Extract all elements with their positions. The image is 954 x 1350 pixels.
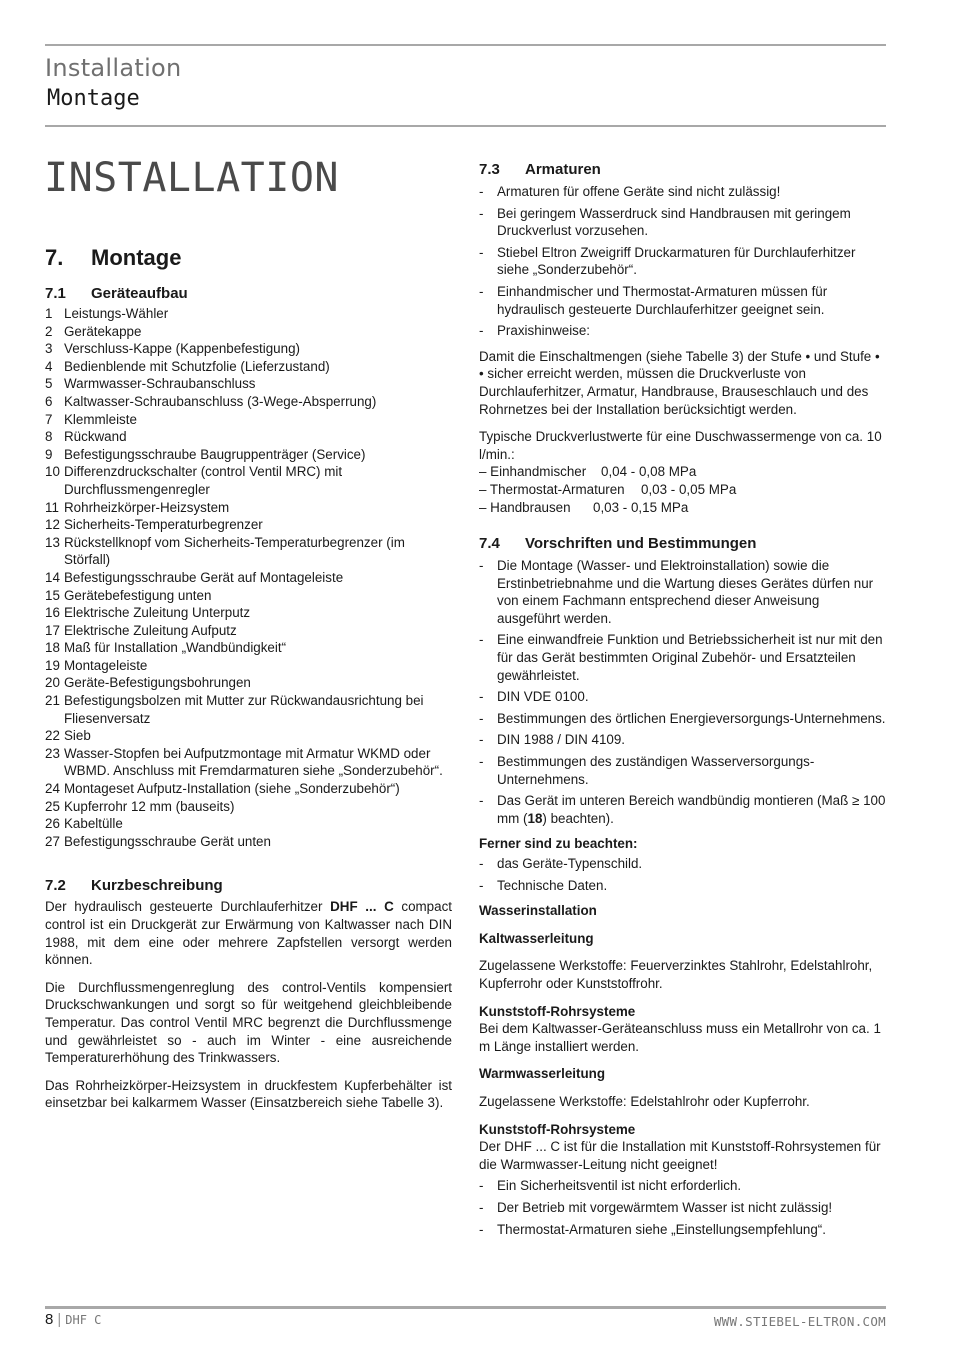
armaturen-paragraph-1: Damit die Einschaltmengen (siehe Tabelle 3) der Stufe • und Stufe • • sicher erreicht werden, müssen die Druckverluste von Durchlauferhitzer, Armatur, Handbrause, Brauseschlauch und des Rohrnetzes bei der Installation berücksichtigt werden. — [479, 348, 880, 417]
list-item-text: Bei geringem Wasserdruck sind Handbrausen mit geringem Druckverlust vorzusehen. — [497, 205, 851, 239]
item-text: Montageset Aufputz-Installation (siehe „Sonderzubehör“) — [64, 781, 400, 797]
final-list — [479, 1177, 886, 1238]
text-run: compact control ist ein Druckgerät zur Erwärmung von Kaltwasser nach DIN 1988, mit dem eine oder mehrere Zapfstellen versorgt werden können. — [45, 899, 452, 968]
list-item-text: Thermostat-Armaturen siehe „Einstellungsempfehlung“. — [497, 1221, 826, 1237]
item-number: 16 — [45, 605, 60, 621]
list-item — [45, 622, 452, 640]
dash: - — [479, 323, 484, 339]
item-number: 3 — [45, 341, 53, 357]
item-text: Gerätebefestigung unten — [64, 587, 212, 603]
item-number: 4 — [45, 358, 53, 374]
ferner-list — [479, 855, 886, 894]
armaturen-paragraph-2: Typische Druckverlustwerte für eine Duschwassermenge von ca. 10 l/min.: — [479, 429, 882, 462]
item-text: Befestigungsschraube Baugruppenträger (Service) — [64, 446, 366, 462]
item-text: Kaltwasser-Schraubanschluss (3-Wege-Absperrung) — [64, 393, 377, 409]
section-7-3-heading — [479, 160, 886, 180]
item-number: 11 — [45, 499, 59, 515]
warmwasser-paragraph: Zugelassene Werkstoffe: Edelstahlrohr oder Kupferrohr. — [479, 1093, 810, 1109]
item-number: 18 — [45, 640, 60, 656]
item-number: 15 — [45, 587, 60, 603]
list-item — [479, 322, 886, 340]
reference-number: 18 — [527, 810, 543, 826]
kaltwasser-paragraph: Zugelassene Werkstoffe: Feuerverzinktes Stahlrohr, Edelstahlrohr, Kupferrohr oder Kunststoffrohr. — [479, 958, 873, 991]
list-item — [45, 358, 452, 376]
section-title: Kurzbeschreibung — [91, 877, 223, 895]
pressure-row — [479, 499, 886, 517]
list-item-text: Stiebel Eltron Zweigriff Druckarmaturen für Durchlauferhitzer siehe „Sonderzubehör“. — [497, 244, 856, 278]
section-number: 7.4 — [479, 535, 500, 553]
item-number: 20 — [45, 675, 60, 691]
footer-separator: | — [57, 1311, 62, 1328]
item-text: Kupferrohr 12 mm (bauseits) — [64, 798, 235, 814]
ferner-label: Ferner sind zu beachten: — [479, 836, 638, 852]
list-item — [45, 569, 452, 587]
item-number: 12 — [45, 517, 60, 533]
list-item — [45, 833, 452, 851]
list-item-text: Der Betrieb mit vorgewärmtem Wasser ist nicht zulässig! — [497, 1199, 833, 1215]
list-item — [45, 674, 452, 692]
item-number: 24 — [45, 781, 60, 797]
text-run: Das Gerät im unteren Bereich wandbündig montieren (Maß ≥ 100 mm ( — [497, 793, 886, 826]
dash: - — [479, 710, 484, 726]
list-item-text: Die Montage (Wasser- und Elektroinstallation) sowie die Erstinbetriebnahme und die Wartung dieses Gerätes dürfen nur von einem Fachmann entsprechend dieser Anweisung ausgeführt werden. — [497, 558, 874, 626]
model-name: DHF ... C — [330, 899, 394, 915]
item-number: 21 — [45, 693, 60, 709]
item-number: 13 — [45, 534, 60, 550]
list-item-text: DIN VDE 0100. — [497, 689, 589, 705]
dash: - — [479, 732, 484, 748]
list-item — [479, 1221, 886, 1239]
list-item — [45, 516, 452, 534]
list-item — [479, 688, 886, 706]
section-title: Montage — [91, 245, 182, 270]
armaturen-list — [479, 183, 886, 340]
list-item — [45, 340, 452, 358]
item-text: Leistungs-Wähler — [64, 306, 169, 321]
dash: - — [479, 558, 484, 574]
footer-page-info — [45, 1311, 101, 1328]
right-column — [479, 160, 886, 1246]
item-text: Gerätekappe — [64, 323, 142, 339]
list-item — [45, 463, 452, 498]
pressure-value: 0,03 - 0,05 MPa — [641, 481, 737, 497]
list-item — [479, 183, 886, 201]
item-text: Maß für Installation „Wandbündigkeit“ — [64, 640, 287, 656]
left-column — [45, 244, 452, 1122]
list-item-text: Technische Daten. — [497, 877, 608, 893]
dash: - — [479, 1178, 484, 1194]
parts-list — [45, 305, 452, 850]
dash: - — [479, 689, 484, 705]
list-item — [45, 639, 452, 657]
item-text: Klemmleiste — [64, 411, 137, 427]
item-text: Montageleiste — [64, 657, 148, 673]
list-item — [479, 1177, 886, 1195]
list-item — [45, 375, 452, 393]
footer-url: WWW.STIEBEL-ELTRON.COM — [713, 1314, 886, 1329]
list-item — [45, 428, 452, 446]
dash: - — [479, 754, 484, 770]
list-item-text: Bestimmungen des örtlichen Energieversorgungs-Unternehmens. — [497, 710, 886, 726]
description-paragraph-1 — [45, 898, 452, 968]
item-number: 8 — [45, 429, 53, 445]
list-item — [45, 499, 452, 517]
item-text: Elektrische Zuleitung Unterputz — [64, 605, 251, 621]
pressure-label: – Einhandmischer — [479, 464, 587, 480]
section-number: 7.2 — [45, 877, 66, 895]
item-number: 6 — [45, 393, 53, 409]
section-number: 7. — [45, 245, 64, 270]
section-7-heading — [45, 244, 452, 272]
dash: - — [479, 856, 484, 871]
page-title: INSTALLATION — [44, 155, 339, 201]
dash: - — [479, 632, 484, 648]
list-item — [45, 393, 452, 411]
item-number: 19 — [45, 657, 60, 673]
section-title: Vorschriften und Bestimmungen — [525, 535, 757, 553]
list-item — [45, 727, 452, 745]
list-item-text: DIN 1988 / DIN 4109. — [497, 732, 626, 748]
item-number: 10 — [45, 464, 60, 480]
footer-rule — [45, 1306, 886, 1309]
list-item — [45, 692, 452, 727]
section-number: 7.1 — [45, 285, 66, 302]
item-number: 26 — [45, 816, 60, 832]
list-item — [45, 446, 452, 464]
list-item-text: Einhandmischer und Thermostat-Armaturen müssen für hydraulisch gesteuerte Durchlauferhitzer geeignet sein. — [497, 283, 828, 317]
list-item — [479, 855, 886, 873]
section-number: 7.3 — [479, 161, 500, 178]
list-item — [45, 305, 452, 323]
pressure-label: – Thermostat-Armaturen — [479, 481, 625, 497]
item-text: Elektrische Zuleitung Aufputz — [64, 622, 237, 638]
list-item — [45, 745, 452, 780]
item-number: 2 — [45, 323, 53, 339]
list-item — [45, 411, 452, 429]
item-number: 25 — [45, 798, 60, 814]
kunststoff-paragraph-2: Der DHF ... C ist für die Installation mit Kunststoff-Rohrsystemen für die Warmwasser-Leitung nicht geeignet! — [479, 1139, 881, 1172]
list-item — [45, 780, 452, 798]
item-number: 7 — [45, 411, 53, 427]
pressure-value: 0,03 - 0,15 MPa — [593, 499, 689, 515]
dash: - — [479, 1221, 484, 1237]
section-title: Armaturen — [525, 161, 601, 178]
list-item — [45, 798, 452, 816]
text-run: Der hydraulisch gesteuerte Durchlauferhitzer — [45, 899, 331, 915]
item-text: Befestigungsschraube Gerät auf Montageleiste — [64, 569, 344, 585]
page-number: 8 — [45, 1311, 54, 1328]
item-text: Kabeltülle — [64, 816, 123, 832]
kaltwasserleitung-label: Kaltwasserleitung — [479, 930, 594, 946]
section-7-2-heading — [45, 876, 452, 896]
dash: - — [479, 184, 484, 199]
list-item — [479, 631, 886, 684]
header-rule — [45, 125, 886, 127]
list-item — [45, 815, 452, 833]
item-text: Warmwasser-Schraubanschluss — [64, 376, 256, 392]
wasserinstallation-label: Wasserinstallation — [479, 903, 597, 919]
section-7-1-heading — [45, 284, 452, 304]
list-item-text: Ein Sicherheitsventil ist nicht erforderlich. — [497, 1178, 742, 1194]
list-item — [45, 323, 452, 341]
list-item — [479, 710, 886, 728]
dash: - — [479, 244, 484, 260]
kunststoff-label-2: Kunststoff-Rohrsysteme — [479, 1121, 636, 1137]
description-paragraph-3: Das Rohrheizkörper-Heizsystem in druckfestem Kupferbehälter ist einsetzbar bei kalkarmem Wasser (Einsatzbereich siehe Tabelle 3). — [45, 1077, 452, 1111]
list-item — [479, 1199, 886, 1217]
item-text: Befestigungsschraube Gerät unten — [64, 833, 271, 849]
pressure-value: 0,04 - 0,08 MPa — [601, 464, 697, 480]
item-text: Befestigungsbolzen mit Mutter zur Rückwandausrichtung bei Fliesenversatz — [64, 693, 424, 726]
list-item — [479, 244, 886, 279]
list-item-text: das Geräte-Typenschild. — [497, 856, 643, 871]
item-text: Bedienblende mit Schutzfolie (Lieferzustand) — [64, 358, 330, 374]
section-title: Geräteaufbau — [91, 285, 188, 302]
item-text: Verschluss-Kappe (Kappenbefestigung) — [64, 341, 300, 357]
list-item — [479, 557, 886, 627]
spacer — [45, 850, 452, 868]
list-item — [45, 534, 452, 569]
item-number: 23 — [45, 745, 60, 761]
item-text: Sieb — [64, 728, 91, 744]
dash: - — [479, 283, 484, 299]
regulations-list — [479, 557, 886, 788]
dash: - — [479, 205, 484, 221]
item-text: Rückwand — [64, 429, 127, 445]
item-number: 17 — [45, 622, 60, 638]
item-text: Rohrheizkörper-Heizsystem — [64, 499, 230, 515]
top-rule — [45, 44, 886, 46]
item-text: Geräte-Befestigungsbohrungen — [64, 675, 251, 691]
list-item — [45, 657, 452, 675]
list-item — [479, 731, 886, 749]
item-number: 14 — [45, 569, 60, 585]
dash: - — [479, 1199, 484, 1215]
item-number: 1 — [45, 306, 53, 321]
list-item-text: Eine einwandfreie Funktion und Betriebssicherheit ist nur mit den für das Gerät bestimmten Original Zubehör- und Ersatzteilen gewährleistet. — [497, 632, 883, 683]
pressure-label: – Handbrausen — [479, 499, 571, 515]
list-item-text: Bestimmungen des zuständigen Wasserversorgungs-Unternehmens. — [497, 754, 815, 787]
list-item — [45, 587, 452, 605]
text-run: ) beachten). — [542, 810, 614, 826]
list-item — [45, 604, 452, 622]
description-paragraph-2: Die Durchflussmengenreglung des control-Ventils kompensiert Druckschwankungen und sorgt so für weitgehend gleichbleibende Temperatur. Das control Ventil MRC begrenzt die Durchflussmenge und gewährleistet so - auch im Winter - eine ausreichende Temperaturerhöhung des Trinkwassers. — [45, 979, 452, 1066]
item-number: 5 — [45, 376, 53, 392]
dash: - — [479, 877, 484, 893]
item-number: 9 — [45, 446, 53, 462]
kunststoff-paragraph-1: Bei dem Kaltwasser-Geräteanschluss muss ein Metallrohr von ca. 1 m Länge installiert werden. — [479, 1021, 881, 1054]
list-item — [479, 877, 886, 895]
header-section-de: Montage — [47, 86, 140, 111]
pressure-loss-list — [479, 463, 886, 516]
list-item — [479, 753, 886, 788]
pressure-row — [479, 481, 886, 499]
item-text: Rückstellknopf vom Sicherheits-Temperaturbegrenzer (im Störfall) — [64, 534, 405, 568]
list-item-text — [497, 792, 886, 827]
item-text: Sicherheits-Temperaturbegrenzer — [64, 517, 263, 533]
list-item-text: Armaturen für offene Geräte sind nicht zulässig! — [497, 184, 781, 199]
warmwasserleitung-label: Warmwasserleitung — [479, 1066, 606, 1082]
dash: - — [479, 793, 484, 809]
kunststoff-label-1: Kunststoff-Rohrsysteme — [479, 1003, 636, 1019]
regulations-list-last — [479, 792, 886, 827]
list-item — [479, 205, 886, 240]
list-item-text: Praxishinweise: — [497, 323, 591, 339]
item-text: Wasser-Stopfen bei Aufputzmontage mit Armatur WKMD oder WBMD. Anschluss mit Fremdarmaturen siehe „Sonderzubehör“. — [64, 745, 443, 779]
section-7-4-heading — [479, 534, 886, 554]
pressure-row — [479, 463, 886, 481]
list-item — [479, 283, 886, 318]
footer-model: DHF C — [65, 1313, 102, 1327]
item-number: 22 — [45, 728, 60, 744]
item-number: 27 — [45, 833, 60, 849]
item-text: Differenzdruckschalter (control Ventil MRC) mit Durchflussmengenregler — [64, 464, 343, 497]
header-section-en: Installation — [45, 54, 182, 82]
list-item — [479, 792, 886, 827]
